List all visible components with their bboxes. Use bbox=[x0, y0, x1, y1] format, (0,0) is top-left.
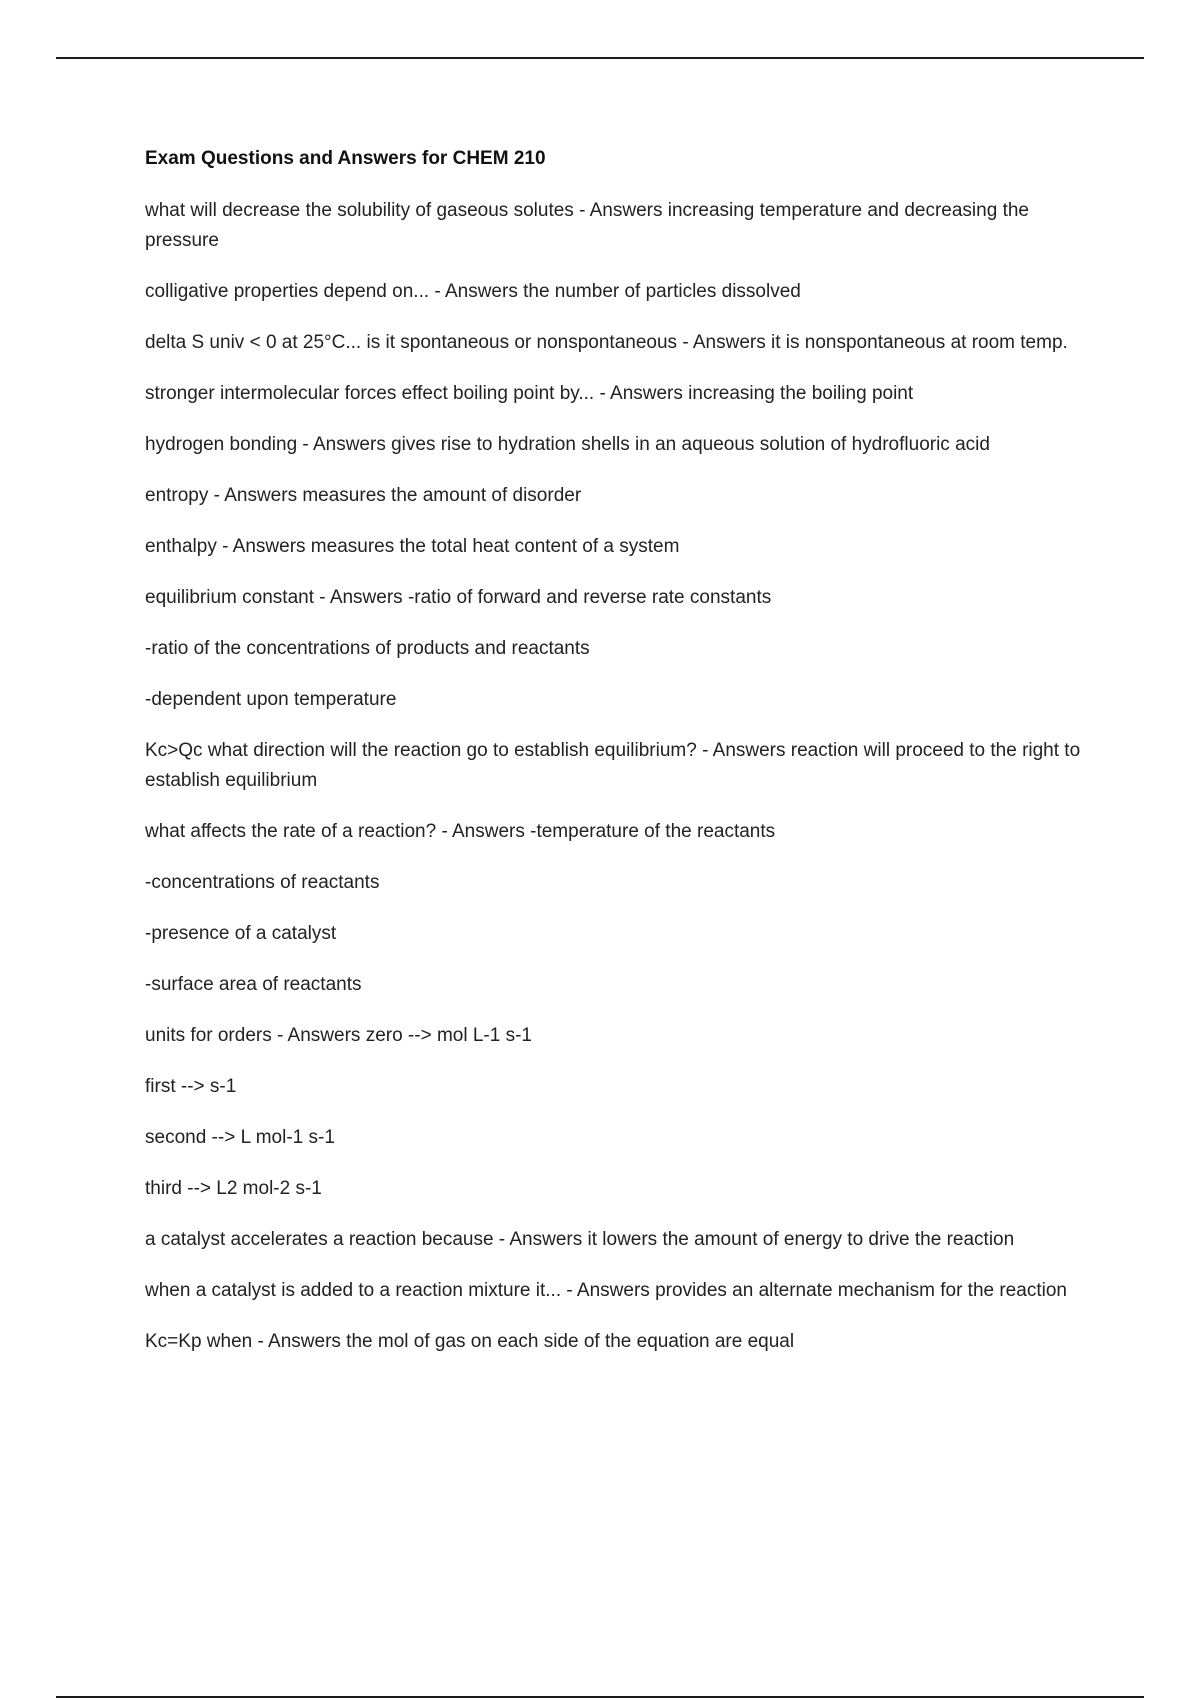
qa-line-9: -ratio of the concentrations of products and reactants bbox=[145, 638, 590, 659]
qa-line-1: what will decrease the solubility of gaseous solutes - Answers increasing temperature and decreasing the pressure bbox=[145, 200, 1029, 251]
header-rule bbox=[56, 57, 1144, 59]
qa-line-2: colligative properties depend on... - Answers the number of particles dissolved bbox=[145, 281, 801, 302]
qa-line-17: first --> s-1 bbox=[145, 1076, 237, 1097]
qa-line-12: what affects the rate of a reaction? - Answers -temperature of the reactants bbox=[145, 821, 776, 842]
qa-line-13: -concentrations of reactants bbox=[145, 872, 380, 893]
qa-line-8: equilibrium constant - Answers -ratio of forward and reverse rate constants bbox=[145, 587, 772, 608]
qa-line-6: entropy - Answers measures the amount of disorder bbox=[145, 485, 582, 506]
qa-line-20: a catalyst accelerates a reaction because - Answers it lowers the amount of energy to drive the reaction bbox=[145, 1229, 1015, 1250]
qa-line-19: third --> L2 mol-2 s-1 bbox=[145, 1178, 322, 1199]
qa-line-21: when a catalyst is added to a reaction mixture it... - Answers provides an alternate mechanism for the reaction bbox=[145, 1280, 1067, 1301]
qa-line-11: Kc>Qc what direction will the reaction go to establish equilibrium? - Answers reaction will proceed to the right to establish equilibrium bbox=[145, 740, 1081, 791]
qa-line-3: delta S univ < 0 at 25°C... is it spontaneous or nonspontaneous - Answers it is nonspontaneous at room temp. bbox=[145, 332, 1068, 353]
qa-line-22: Kc=Kp when - Answers the mol of gas on each side of the equation are equal bbox=[145, 1331, 795, 1352]
qa-line-7: enthalpy - Answers measures the total heat content of a system bbox=[145, 536, 680, 557]
footer-rule bbox=[56, 1696, 1144, 1698]
qa-line-14: -presence of a catalyst bbox=[145, 923, 337, 944]
document-title: Exam Questions and Answers for CHEM 210 bbox=[145, 148, 546, 169]
qa-line-5: hydrogen bonding - Answers gives rise to hydration shells in an aqueous solution of hydrofluoric acid bbox=[145, 434, 990, 455]
document-body bbox=[145, 144, 1090, 1378]
qa-line-18: second --> L mol-1 s-1 bbox=[145, 1127, 335, 1148]
qa-line-10: -dependent upon temperature bbox=[145, 689, 397, 710]
qa-line-4: stronger intermolecular forces effect boiling point by... - Answers increasing the boiling point bbox=[145, 383, 914, 404]
qa-line-15: -surface area of reactants bbox=[145, 974, 362, 995]
qa-line-16: units for orders - Answers zero --> mol L-1 s-1 bbox=[145, 1025, 532, 1046]
